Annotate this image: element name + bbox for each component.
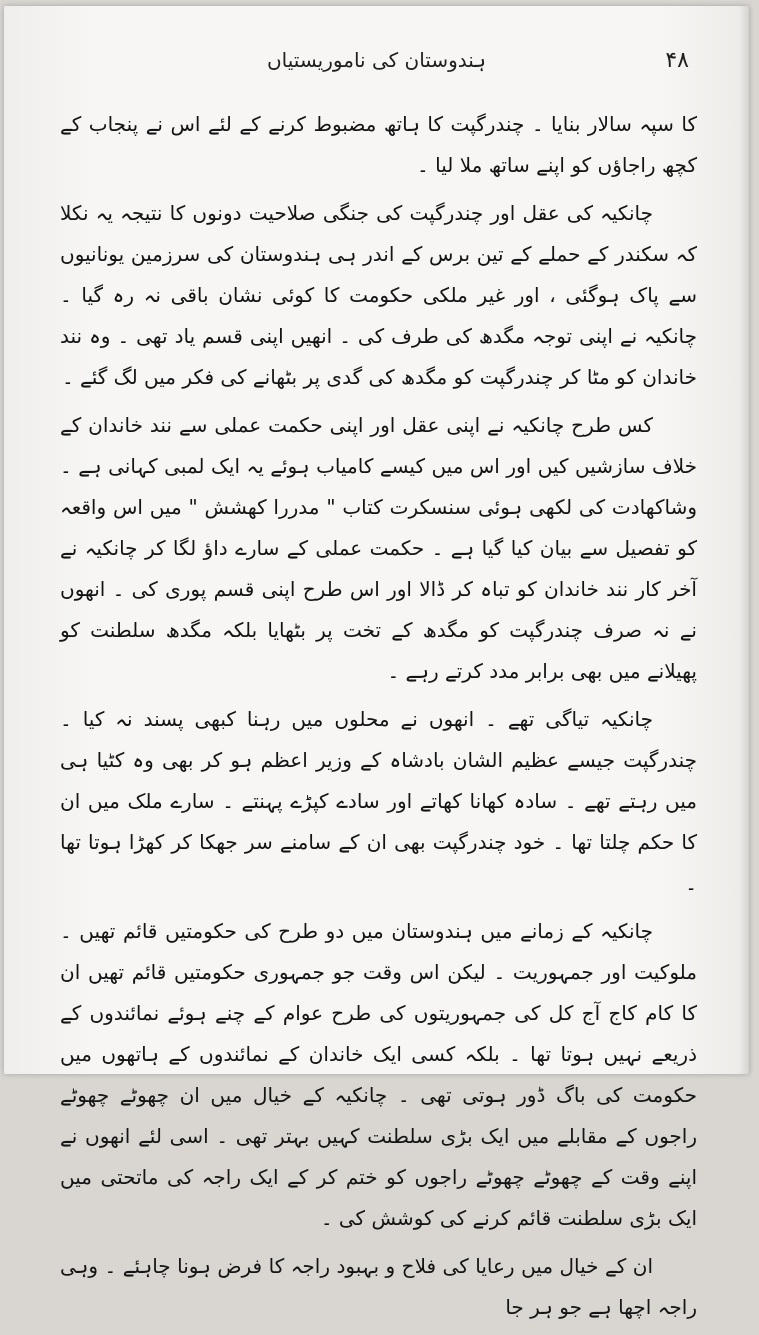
running-title: ہندوستان کی ناموریستیاں [266,48,486,72]
paragraph-6: ان کے خیال میں رعایا کی فلاح و بہبود راجہ کا فرض ہونا چاہئے ۔ وہی راجہ اچھا ہے جو ہر جا [60,1254,697,1319]
paragraph-5: چانکیہ کے زمانے میں ہندوستان میں دو طرح کی حکومتیں قائم تھیں ۔ ملوکیت اور جمہوریت ۔ لیکن اس وقت جو جمہوری حکومتیں قائم تھیں ان کا کام کاج آج کل کی جمہوریتوں کی طرح عوام کے چنے ہوئے نمائندوں کے ذریعے نہیں ہوتا تھا ۔ بلکہ کسی ایک خاندان کے نمائندوں کے ہاتھوں میں حکومت کی باگ ڈور ہوتی تھی ۔ چانکیہ کے خیال میں ان چھوٹے چھوٹے راجوں کے مقابلے میں ایک بڑی سلطنت کہیں بہتر تھی ۔ اسی لئے انھوں نے اپنے وقت کے چھوٹے چھوٹے راجوں کو ختم کر کے ایک راجہ کی ماتحتی میں ایک بڑی سلطنت قائم کرنے کی کوشش کی ۔ [60,919,697,1230]
page-header [64,48,689,88]
page-number: ۴۸ [665,48,689,73]
book-page [4,6,749,1319]
paragraph-3: کس طرح چانکیہ نے اپنی عقل اور اپنی حکمت عملی سے نند خاندان کے خلاف سازشیں کیں اور اس میں کیسے کامیاب ہوئے یہ ایک لمبی کہانی ہے ۔ وشاکھادت کی لکھی ہوئی سنسکرت کتاب " مدررا کھشش " میں اس واقعہ کو تفصیل سے بیان کیا گیا ہے ۔ حکمت عملی کے سارے داؤ لگا کر چانکیہ نے آخر کار نند خاندان کو تباہ کر ڈالا اور اس طرح اپنی قسم پوری کی ۔ انھوں نے نہ صرف چندرگپت کو مگدھ کے تخت پر بٹھایا بلکہ مگدھ سلطنت کو پھیلانے میں بھی برابر مدد کرتے رہے ۔ [60,413,697,683]
paragraph-4: چانکیہ تیاگی تھے ۔ انھوں نے محلوں میں رہنا کبھی پسند نہ کیا ۔ چندرگپت جیسے عظیم الشان بادشاہ کے وزیر اعظم ہو کر بھی وہ کٹیا ہی میں رہتے تھے ۔ سادہ کھانا کھاتے اور سادے کپڑے پہنتے ۔ سارے ملک میں ان کا حکم چلتا تھا ۔ خود چندرگپت بھی ان کے سامنے سر جھکا کر کھڑا ہوتا تھا ۔ [60,707,697,895]
page-edge-shadow [739,6,749,1074]
body-text [60,104,697,1335]
paragraph-1: کا سپہ سالار بنایا ۔ چندرگپت کا ہاتھ مضبوط کرنے کے لئے اس نے پنجاب کے کچھ راجاؤں کو اپنے ساتھ ملا لیا ۔ [60,112,697,177]
paragraph-2: چانکیہ کی عقل اور چندرگپت کی جنگی صلاحیت دونوں کا نتیجہ یہ نکلا کہ سکندر کے حملے کے تین برس کے اندر ہی ہندوستان کی سرزمین یونانیوں سے پاک ہوگئی ، اور غیر ملکی حکومت کا کوئی نشان باقی نہ رہ گیا ۔ چانکیہ نے اپنی توجہ مگدھ کی طرف کی ۔ انھیں اپنی قسم یاد تھی ۔ وہ نند خاندان کو مٹا کر چندرگپت کو مگدھ کی گدی پر بٹھانے کی فکر میں لگ گئے ۔ [60,201,697,389]
